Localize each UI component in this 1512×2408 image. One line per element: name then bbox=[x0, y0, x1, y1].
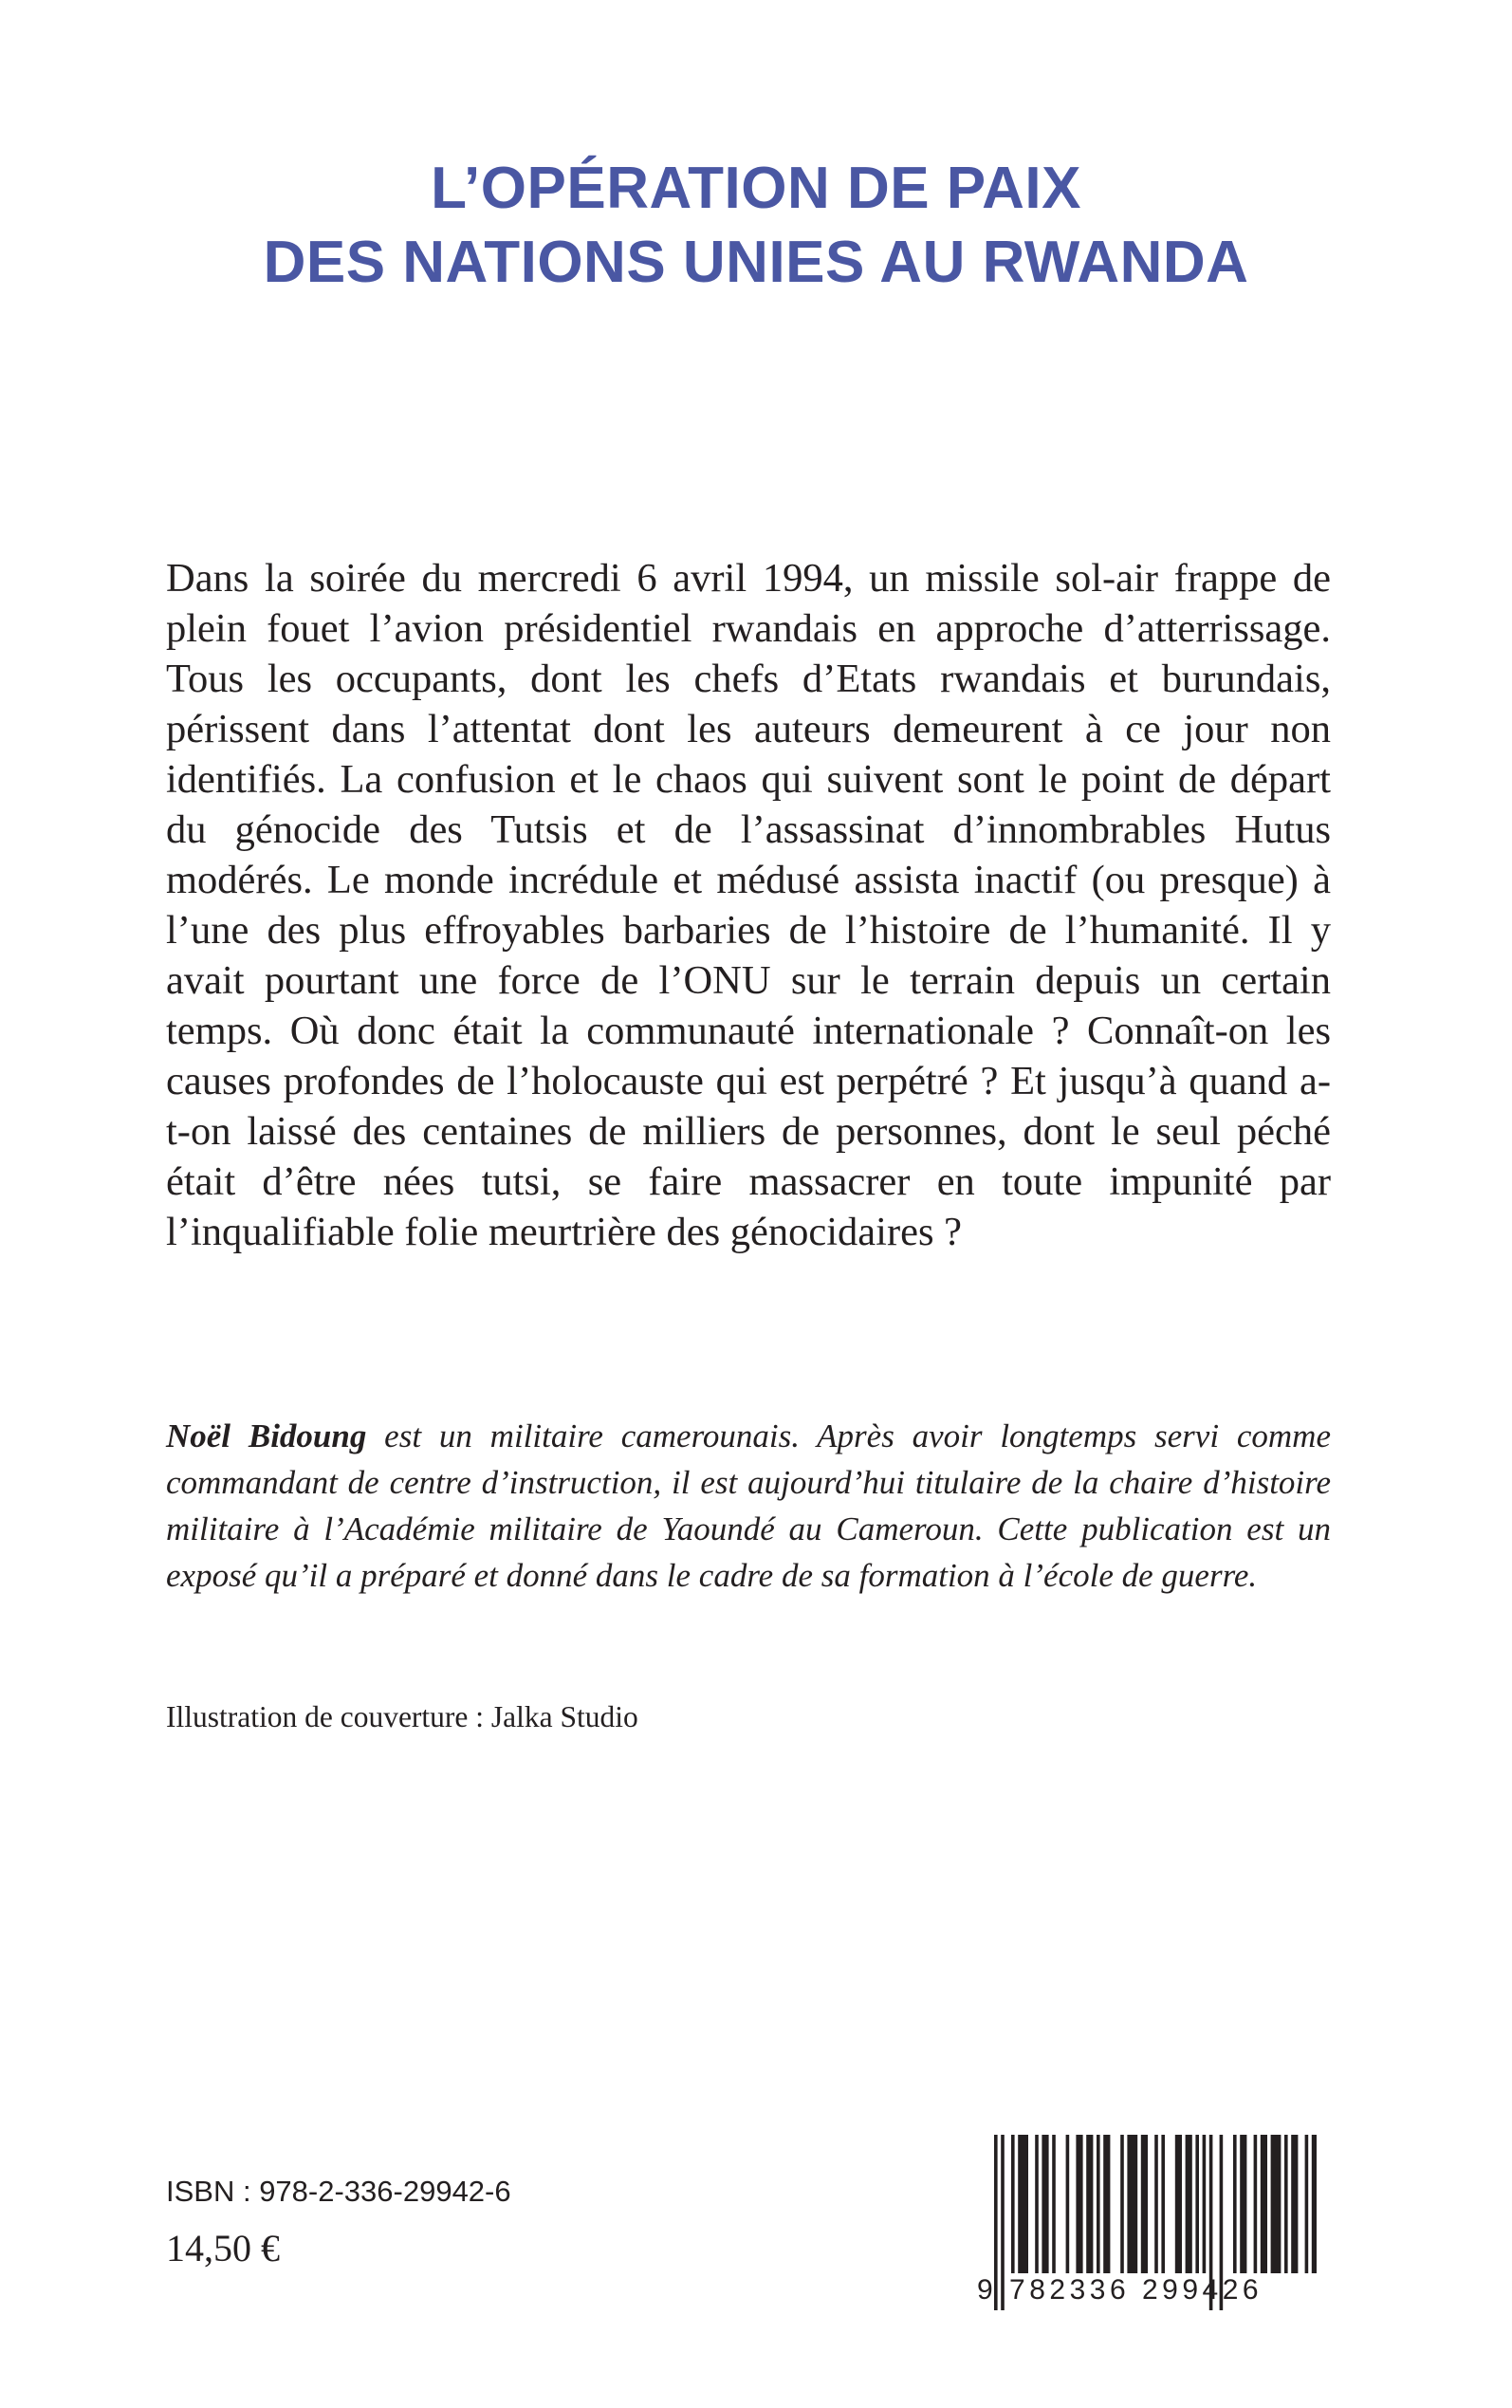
barcode-bar bbox=[1011, 2135, 1015, 2273]
summary-paragraph: Dans la soirée du mercredi 6 avril 1994, un missile sol-air frappe de plein fouet l’avion présidentiel rwandais en approche d’atterrissage. Tous les occupants, dont les chefs d’Etats rwandais et burundais, périssent dans l’attentat dont les auteurs demeurent à ce jour non identifiés. La confusion et le chaos qui suivent sont le point de départ du génocide des Tutsis et de l’assassinat d’innombrables Hutus modérés. Le monde incrédule et médusé assista inactif (ou presque) à l’une des plus effroyables barbaries de l’histoire de l’humanité. Il y avait pourtant une force de l’ONU sur le terrain depuis un certain temps. Où donc était la communauté internationale ? Connaît-on les causes profondes de l’holocauste qui est perpétré ? Et jusqu’à quand a-t-on laissé des centaines de milliers de personnes, dont le seul péché était d’être nées tutsi, se faire massacrer en toute impunité par l’inqualifiable folie meurtrière des génocidaires ? bbox=[166, 556, 1331, 1254]
barcode-bar bbox=[1240, 2135, 1246, 2273]
barcode-bar bbox=[1261, 2135, 1267, 2273]
illustration-credit: Illustration de couverture : Jalka Studio bbox=[166, 1700, 638, 1733]
barcode-bar bbox=[1312, 2135, 1317, 2273]
barcode-bar bbox=[1076, 2135, 1082, 2273]
barcode-bar bbox=[1305, 2135, 1309, 2273]
barcode-bar bbox=[1052, 2135, 1056, 2273]
barcode-bar bbox=[1042, 2135, 1048, 2273]
barcode-bar bbox=[1186, 2135, 1192, 2273]
barcode-bar bbox=[1035, 2135, 1039, 2273]
barcode-bar bbox=[1120, 2135, 1124, 2273]
title-line-1: L’OPÉRATION DE PAIX bbox=[431, 156, 1081, 221]
barcode-bar bbox=[1161, 2135, 1165, 2273]
book-title bbox=[0, 152, 1512, 300]
author-name: Noël Bidoung bbox=[166, 1417, 367, 1454]
barcode-bar bbox=[1086, 2135, 1093, 2273]
barcode-bar bbox=[1154, 2135, 1158, 2273]
barcode-bar bbox=[1097, 2135, 1100, 2273]
price: 14,50 € bbox=[166, 2227, 280, 2269]
barcode-bar bbox=[1103, 2135, 1110, 2273]
isbn-number: ISBN : 978-2-336-29942-6 bbox=[166, 2175, 511, 2208]
barcode-digits: 9 782336 299426 bbox=[977, 2274, 1263, 2306]
title-line-2: DES NATIONS UNIES AU RWANDA bbox=[263, 230, 1249, 295]
author-bio-text: est un militaire camerounais. Après avoir longtemps servi comme commandant de centre d’instruction, il est aujourd’hui titulaire de la chaire d’histoire militaire à l’Académie militaire de Yaoundé au Cameroun. Cette publication est un exposé qu’il a préparé et donné dans le cadre de sa formation à l’école de guerre. bbox=[166, 1417, 1331, 1594]
barcode-bar bbox=[1127, 2135, 1137, 2273]
barcode-bar bbox=[1271, 2135, 1282, 2273]
barcode-bar bbox=[1195, 2135, 1199, 2273]
barcode-bar bbox=[1254, 2135, 1258, 2273]
barcode-bar bbox=[1066, 2135, 1070, 2273]
barcode-bar bbox=[1291, 2135, 1298, 2273]
barcode-bar bbox=[1203, 2135, 1207, 2273]
author-bio bbox=[166, 1413, 1331, 1599]
barcode-bar bbox=[1284, 2135, 1288, 2273]
barcode-bar bbox=[1175, 2135, 1182, 2273]
barcode-bar bbox=[1141, 2135, 1148, 2273]
barcode-bar bbox=[1018, 2135, 1028, 2273]
barcode-bar bbox=[1233, 2135, 1237, 2273]
